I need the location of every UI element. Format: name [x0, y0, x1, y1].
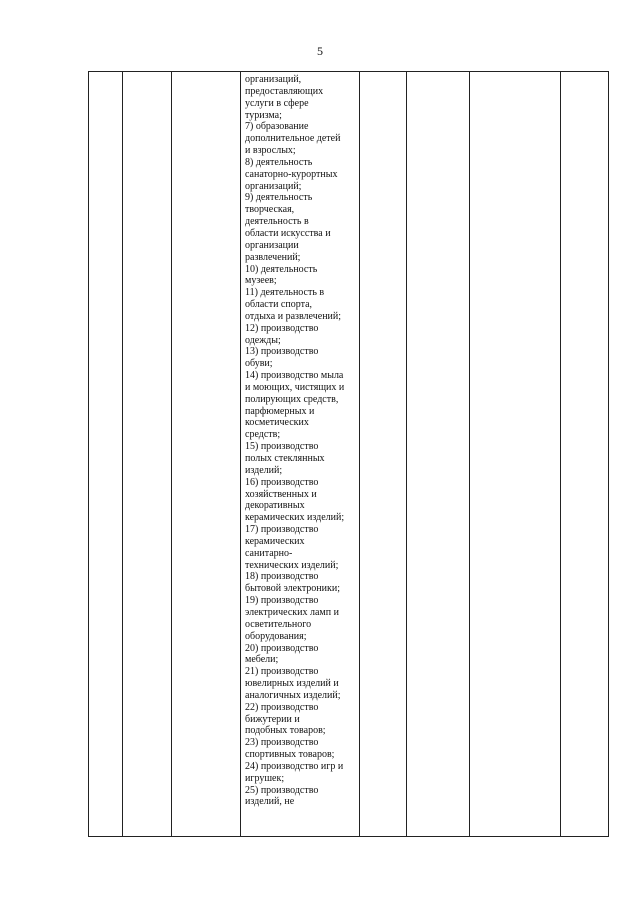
activity-line: игрушек; — [245, 772, 285, 784]
activity-line: 21) производство — [245, 666, 319, 678]
activity-line: 15) производство — [245, 441, 319, 453]
activity-line: развлечений; — [245, 251, 301, 263]
activity-line: организаций, — [245, 74, 302, 85]
activity-line: парфюмерных и — [245, 405, 315, 417]
activity-line: 19) производство — [245, 595, 319, 607]
activity-line: 22) производство — [245, 701, 319, 713]
activity-line: организации — [245, 239, 299, 251]
activity-line: 14) производство мыла — [245, 370, 344, 382]
activity-line: 9) деятельность — [245, 192, 313, 204]
activity-line: 7) образование — [245, 121, 309, 133]
activity-line: керамических изделий; — [245, 512, 345, 524]
activity-line: туризма; — [245, 109, 282, 121]
activity-line: косметических — [245, 417, 309, 429]
activity-line: музеев; — [245, 275, 277, 287]
activity-line: организаций; — [245, 180, 302, 192]
continued-table — [88, 71, 609, 837]
activity-line: подобных товаров; — [245, 725, 326, 737]
activity-line: полирующих средств, — [245, 393, 339, 405]
column-divider — [406, 72, 407, 836]
activity-line: одежды; — [245, 334, 281, 346]
activity-line: творческая, — [245, 204, 295, 216]
activity-line: 23) производство — [245, 737, 319, 749]
activity-line: 12) производство — [245, 322, 319, 334]
activity-line: средств; — [245, 429, 281, 441]
activity-line: мебели; — [245, 654, 279, 666]
activity-line: услуги в сфере — [245, 97, 309, 109]
activity-line: хозяйственных и — [245, 488, 317, 500]
activity-line: аналогичных изделий; — [245, 689, 341, 701]
activity-line: оборудования; — [245, 630, 307, 642]
activity-line: деятельность в — [245, 216, 309, 228]
activity-line: керамических — [245, 535, 305, 547]
activity-line: области искусства и — [245, 227, 331, 239]
activity-line: спортивных товаров; — [245, 749, 335, 761]
activity-line: предоставляющих — [245, 85, 324, 97]
activity-line: 25) производство — [245, 784, 319, 796]
activity-line: и взрослых; — [245, 145, 296, 157]
activity-line: 20) производство — [245, 642, 319, 654]
activity-line: электрических ламп и — [245, 606, 339, 618]
activity-line: технических изделий; — [245, 559, 339, 571]
activity-line: полых стеклянных — [245, 453, 325, 464]
activity-line: изделий; — [245, 464, 283, 476]
column-divider — [359, 72, 360, 836]
activity-line: 16) производство — [245, 476, 319, 488]
activity-line: области спорта, — [245, 299, 313, 311]
activity-line: 8) деятельность — [245, 156, 313, 168]
activity-line: отдыха и развлечений; — [245, 310, 342, 322]
activity-line: обуви; — [245, 358, 273, 370]
page-number: 5 — [317, 44, 323, 58]
activity-line: ювелирных изделий и — [245, 678, 339, 690]
activity-line: осветительного — [245, 618, 312, 630]
activity-line: и моющих, чистящих и — [245, 381, 345, 393]
activity-line: декоративных — [245, 500, 305, 512]
activities-cell — [245, 74, 358, 808]
activity-line: санитарно- — [245, 547, 293, 559]
activity-line: 10) деятельность — [245, 263, 318, 275]
activity-line: бытовой электроники; — [245, 583, 340, 595]
activity-line: 11) деятельность в — [245, 287, 325, 299]
column-divider — [469, 72, 470, 836]
activity-line: 18) производство — [245, 571, 319, 583]
activity-line: 13) производство — [245, 346, 319, 358]
column-divider — [122, 72, 123, 836]
activity-line: изделий, не — [245, 796, 295, 808]
column-divider — [240, 72, 241, 836]
activity-line: 24) производство игр и — [245, 760, 344, 772]
activity-line: санаторно-курортных — [245, 168, 338, 180]
activity-line: бижутерии и — [245, 713, 300, 725]
column-divider — [560, 72, 561, 836]
activity-line: 17) производство — [245, 524, 319, 536]
column-divider — [171, 72, 172, 836]
activity-line: дополнительное детей — [245, 133, 341, 145]
